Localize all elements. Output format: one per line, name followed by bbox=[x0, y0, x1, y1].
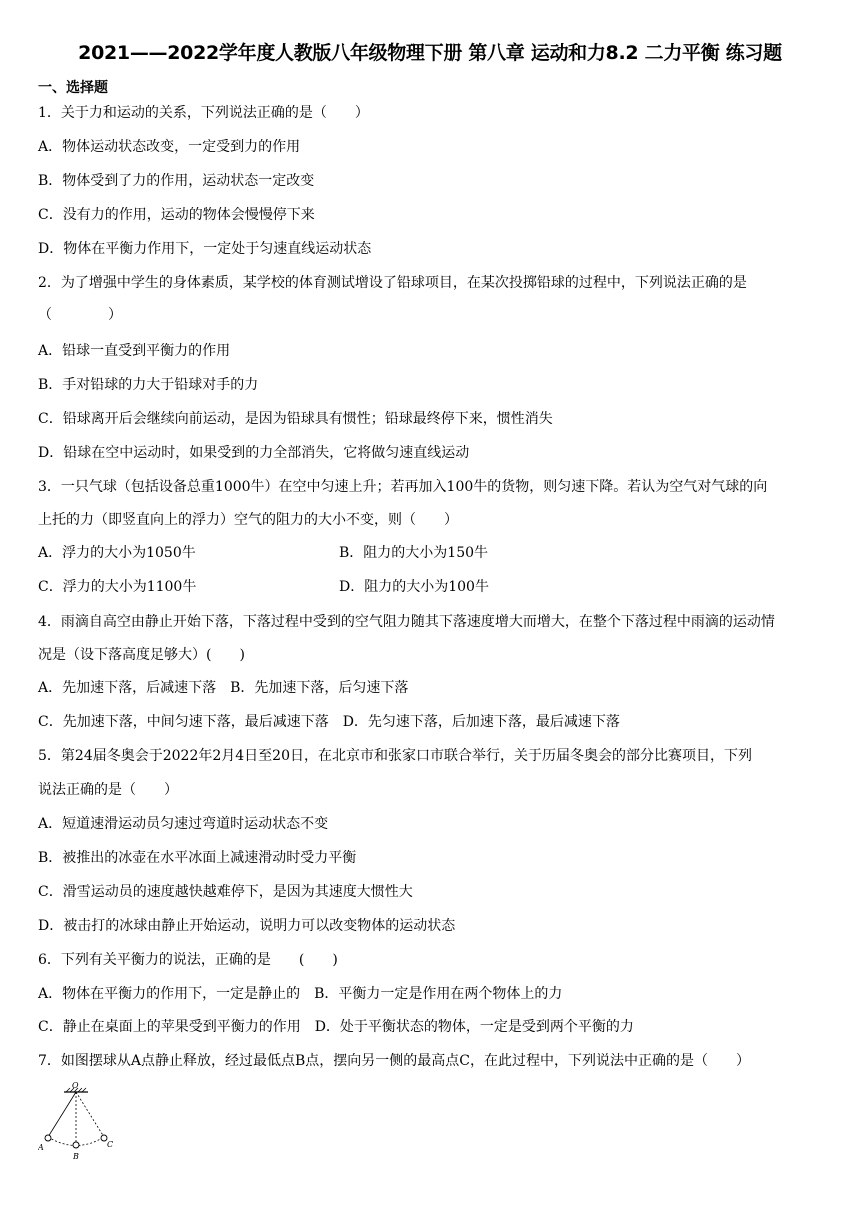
string-to-a bbox=[48, 1092, 76, 1137]
question-6-stem: 6．下列有关平衡力的说法，正确的是 ( ) bbox=[38, 952, 338, 968]
question-2-option-d: D．铅球在空中运动时，如果受到的力全部消失，它将做匀速直线运动 bbox=[38, 445, 470, 461]
page-title: 2021——2022学年度人教版八年级物理下册 第八章 运动和力8.2 二力平衡 练习题 bbox=[78, 42, 782, 64]
question-3-stem-line-1: 3．一只气球（包括设备总重1000牛）在空中匀速上升；若再加入100牛的货物，则匀速下降。若认为空气对气球的向 bbox=[38, 479, 768, 495]
question-5-stem-line-2: 说法正确的是（ ） bbox=[38, 782, 178, 798]
question-4-options-cd: C．先加速下落，中间匀速下落，最后减速下落 D．先匀速下落，后加速下落，最后减速下落 bbox=[38, 714, 620, 730]
pendulum-diagram bbox=[38, 1080, 118, 1162]
question-3-option-a: A．浮力的大小为1050牛 bbox=[38, 545, 196, 561]
question-5-stem-line-1: 5．第24届冬奥会于2022年2月4日至20日，在北京市和张家口市联合举行，关于历届冬奥会的部分比赛项目，下列 bbox=[38, 748, 752, 764]
question-2-option-c: C．铅球离开后会继续向前运动，是因为铅球具有惯性；铅球最终停下来，惯性消失 bbox=[38, 411, 553, 427]
ball-at-a bbox=[45, 1135, 51, 1141]
question-3-option-c: C．浮力的大小为1100牛 bbox=[38, 579, 197, 595]
question-1-option-d: D．物体在平衡力作用下，一定处于匀速直线运动状态 bbox=[38, 241, 372, 257]
question-2-stem-line-1: 2．为了增强中学生的身体素质，某学校的体育测试增设了铅球项目，在某次投掷铅球的过程中，下列说法正确的是 bbox=[38, 275, 747, 291]
question-2-stem-line-2: （ ） bbox=[38, 307, 122, 323]
question-5-option-b: B．被推出的冰壶在水平冰面上减速滑动时受力平衡 bbox=[38, 850, 357, 866]
question-4-options-ab: A．先加速下落，后减速下落 B．先加速下落，后匀速下落 bbox=[38, 680, 409, 696]
question-6-options-ab: A．物体在平衡力的作用下，一定是静止的 B．平衡力一定是作用在两个物体上的力 bbox=[38, 986, 563, 1002]
question-5-option-a: A．短道速滑运动员匀速过弯道时运动状态不变 bbox=[38, 816, 329, 832]
string-to-c bbox=[76, 1092, 104, 1137]
ball-at-b bbox=[73, 1142, 79, 1148]
point-label-c: C bbox=[107, 1140, 114, 1149]
question-6-options-cd: C．静止在桌面上的苹果受到平衡力的作用 D．处于平衡状态的物体，一定是受到两个平衡的力 bbox=[38, 1019, 634, 1035]
point-label-b: B bbox=[73, 1152, 79, 1161]
question-3-stem-line-2: 上托的力（即竖直向上的浮力）空气的阻力的大小不变，则（ ） bbox=[38, 512, 458, 528]
question-5-option-c: C．滑雪运动员的速度越快越难停下，是因为其速度大惯性大 bbox=[38, 884, 413, 900]
question-7-stem: 7．如图摆球从A点静止释放，经过最低点B点，摆向另一侧的最高点C，在此过程中，下列说法中正确的是（ ） bbox=[38, 1053, 751, 1069]
question-1-stem: 1．关于力和运动的关系，下列说法正确的是（ ） bbox=[38, 105, 369, 121]
question-1-option-a: A．物体运动状态改变，一定受到力的作用 bbox=[38, 139, 301, 155]
question-1-option-b: B．物体受到了力的作用，运动状态一定改变 bbox=[38, 173, 315, 189]
question-4-stem-line-1: 4．雨滴自高空由静止开始下落，下落过程中受到的空气阻力随其下落速度增大而增大，在整个下落过程中雨滴的运动情 bbox=[38, 614, 775, 630]
question-2-option-b: B．手对铅球的力大于铅球对手的力 bbox=[38, 377, 259, 393]
question-3-option-b: B．阻力的大小为150牛 bbox=[339, 545, 489, 561]
question-4-stem-line-2: 况是（设下落高度足够大）( ) bbox=[38, 647, 245, 663]
section-heading: 一、选择题 bbox=[38, 80, 108, 96]
question-2-option-a: A．铅球一直受到平衡力的作用 bbox=[38, 343, 231, 359]
question-5-option-d: D．被击打的冰球由静止开始运动，说明力可以改变物体的运动状态 bbox=[38, 918, 456, 934]
point-label-a: A bbox=[38, 1143, 44, 1152]
question-3-option-d: D．阻力的大小为100牛 bbox=[339, 579, 489, 595]
question-1-option-c: C．没有力的作用，运动的物体会慢慢停下来 bbox=[38, 207, 315, 223]
pivot-label-o: O bbox=[72, 1081, 79, 1090]
